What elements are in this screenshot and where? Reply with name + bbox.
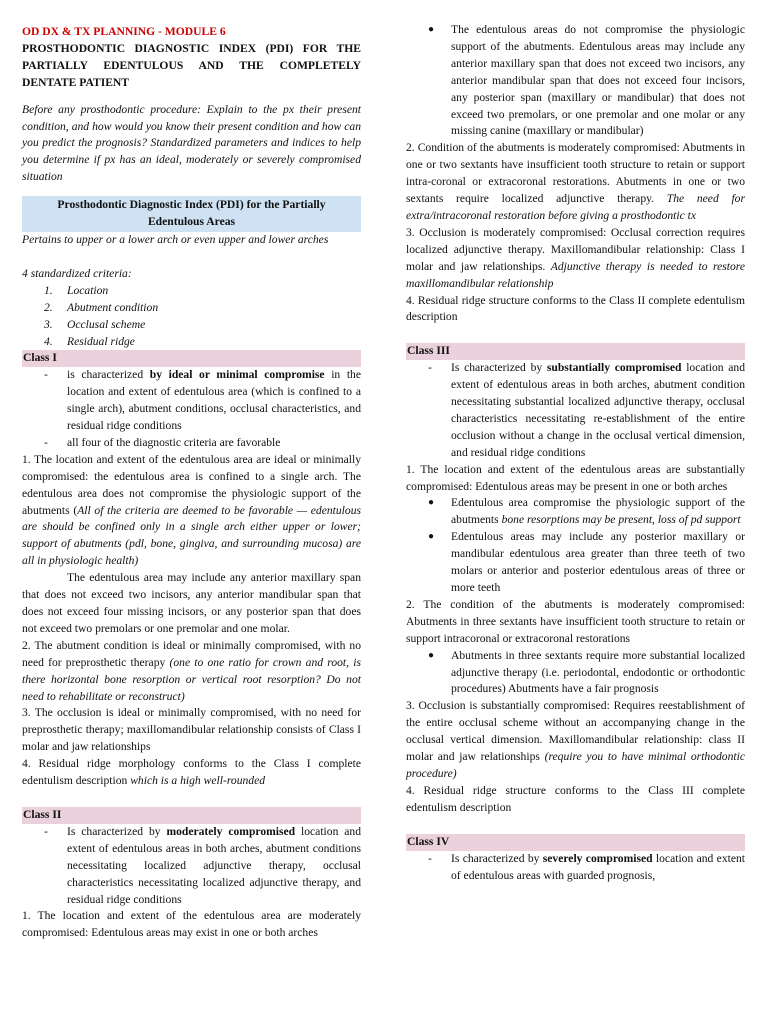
class-1-paragraph: 4. Residual ridge morphology conforms to the Class I complete edentulism description which is a high well-rounded — [22, 757, 361, 788]
criteria-item: 1. Location — [44, 283, 109, 297]
section-title: Prosthodontic Diagnostic Index (PDI) for the Partially Edentulous Areas — [22, 196, 361, 232]
class-1-paragraph: 3. The occlusion is ideal or minimally compromised, with no need for preprosthetic therapy; maxillomandibular relationship consists of Class I molar and jaw relationships — [22, 706, 361, 754]
class-3-bullet: ● Abutments in three sextants require more substantial localized adjunctive therapy (i.e. periodontal, endodontic or orthodontic procedures) Abutments have a fair prognosis — [428, 648, 745, 696]
class-2-paragraph: 3. Occlusion is moderately compromised: Occlusal correction requires localized adjunctive therapy. Maxillomandibular relationship: Class I molar and jaw relationships. Adjunctive therapy is needed to restore maxillomandibular relationship — [406, 225, 746, 290]
class-1-paragraph: 2. The abutment condition is ideal or minimally compromised, with no need for preprosthetic therapy (one to one ratio for crown and root, is there horizontal bone resorption or vertical root resorption? Do not need to rehabilitate or reconstruct) — [22, 638, 361, 703]
left-column — [22, 24, 361, 942]
criteria-item: 3. Occlusal scheme — [44, 317, 146, 331]
class-3-bullet: - Is characterized by substantially compromised location and extent of edentulous areas in both arches, abutment condition necessitating substantial localized adjunctive therapy, occlusal characteristics necessitating re-establishment of the entire occlusion without a change in the occlusal vertical dimension, and residual ridge conditions — [428, 361, 745, 459]
module-heading: OD DX & TX PLANNING - MODULE 6 — [22, 25, 226, 38]
class-3-paragraph: 1. The location and extent of the edentulous areas are substantially compromised: Edentulous areas may be present in one or both arches — [406, 462, 745, 493]
class-1-heading: Class I — [22, 350, 361, 367]
criteria-item: 2. Abutment condition — [44, 300, 159, 314]
class-2-paragraph: 1. The location and extent of the edentulous area are moderately compromised: Edentulous areas may exist in one or both arches — [22, 909, 361, 940]
class-3-bullet: ● Edentulous area compromise the physiologic support of the abutments bone resorptions may be present, loss of pd support — [428, 496, 745, 527]
class-3-paragraph: 4. Residual ridge structure conforms to the Class III complete edentulism description — [406, 783, 745, 814]
class-2-paragraph: 4. Residual ridge structure conforms to the Class II complete edentulism description — [406, 293, 745, 324]
class-1-bullet: - is characterized by ideal or minimal compromise in the location and extent of edentulous area (which is confined to a single arch), abutment conditions, occlusal characteristics, and residual ridge conditions — [44, 368, 361, 433]
class-3-paragraph: 2. The condition of the abutments is moderately compromised: Abutments in three sextants have insufficient tooth structure to retain or support intracoronal or extracoronal restorations — [406, 597, 745, 645]
intro-paragraph: Before any prosthodontic procedure: Explain to the px their present condition, and how would you know their present condition and how can you predict the prognosis? Standardized parameters and indices to help you determine if px has an ideal, moderately or severely compromised situation — [22, 102, 361, 184]
class-1-paragraph: 1. The location and extent of the edentulous area are ideal or minimally compromised: the edentulous area is confined to a single arch. The edentulous area does not compromise the physiologic support of the abutments (All of the criteria are deemed to be favorable — edentulous are should be confined only in a single arch either upper or lower; support of abutments (pdl, bone, gingiva, and surrounding mucosa) are all in physiologic health) — [22, 452, 362, 568]
class-2-bullet: - Is characterized by moderately compromised location and extent of edentulous areas in both arches, abutment conditions necessitating localized adjunctive therapy, occlusal characteristics necessitating localized adjunctive therapy, and residual ridge conditions — [44, 824, 361, 906]
right-column — [406, 22, 745, 884]
class-3-heading: Class III — [406, 343, 745, 360]
class-2-heading: Class II — [22, 807, 361, 824]
criteria-item: 4. Residual ridge — [44, 334, 135, 348]
criteria-list — [22, 283, 361, 351]
class-4-bullet: - Is characterized by severely compromised location and extent of edentulous areas with guarded prognosis, — [428, 851, 745, 882]
class-3-bullet: ● Edentulous areas may include any posterior maxillary or mandibular edentulous area greater than three teeth of two molars or anterior and posterior edentulous areas of three or more teeth — [428, 530, 745, 594]
document-title: PROSTHODONTIC DIAGNOSTIC INDEX (PDI) FOR THE PARTIALLY EDENTULOUS AND THE COMPLETELY DENTATE PATIENT — [22, 41, 361, 89]
class-4-heading: Class IV — [406, 834, 745, 851]
criteria-heading: 4 standardized criteria: — [22, 266, 132, 280]
class-3-paragraph: 3. Occlusion is substantially compromised: Requires reestablishment of the entire occlusal scheme without an accompanying change in the occlusal vertical dimension. Maxillomandibular relationship: class II molar and jaw relationships (require you to have minimal orthodontic procedure) — [406, 699, 745, 780]
pertains-note: Pertains to upper or a lower arch or even upper and lower arches — [22, 232, 329, 246]
class-2-paragraph: 2. Condition of the abutments is moderately compromised: Abutments in one or two sextants have insufficient tooth structure to retain or support intra-coronal or extracoronal restorations. Abutments in one or two sextants require localized adjunctive therapy. The need for extra/intracoronal restoration before giving a prosthodontic tx — [406, 141, 745, 222]
class-2-bullet: ● The edentulous areas do not compromise the physiologic support of the abutments. Edentulous areas may include any anterior maxillary span that does not exceed two incisors, any anterior mandibular span that does not exceed four incisors, any posterior span (maxillary or mandibular) that does not exceed two premolars, or one premolar and one molar or any missing canine (maxillary or mandibular) — [428, 23, 745, 138]
class-1-paragraph: The edentulous area may include any anterior maxillary span that does not exceed two incisors, any anterior mandibular span that does not exceed four missing incisors, or any posterior span that does not exceed two premolars or one premolar and one molar. — [22, 571, 361, 635]
class-1-bullet: - all four of the diagnostic criteria are favorable — [44, 435, 281, 449]
